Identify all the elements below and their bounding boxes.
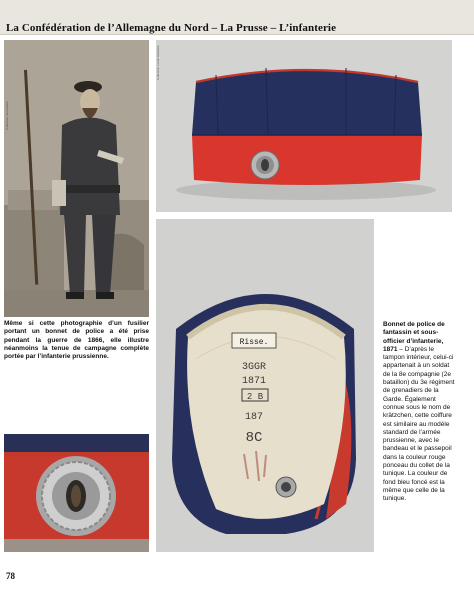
stamp-line-2: 1871 <box>241 376 267 387</box>
stamp-line-5: 8C <box>245 430 263 446</box>
soldier-photo-credit: Collection particulière <box>5 101 9 130</box>
cap-interior-photograph <box>156 219 374 552</box>
cap-caption <box>383 321 455 504</box>
cap-side-illustration <box>156 40 452 212</box>
page-header <box>0 0 474 35</box>
cap-interior-illustration <box>156 219 374 552</box>
soldier-photograph <box>4 40 149 317</box>
cockade-closeup-illustration <box>4 434 149 552</box>
page-number: 78 <box>6 571 15 581</box>
stamp-line-1: 3GGR <box>241 362 267 373</box>
cap-caption-lead: Bonnet de police de fantassin et sous-officier d’infanterie, 1871 <box>383 321 445 353</box>
cap-side-photograph <box>156 40 452 212</box>
cap-side-photo-credit: Collection Lionel Delepine <box>156 45 160 80</box>
cockade-closeup-photograph <box>4 434 149 552</box>
soldier-illustration <box>4 40 149 317</box>
cap-label-text: Risse. <box>239 338 269 347</box>
cap-caption-body: – D’après le tampon intérieur, celui-ci appartenait à un soldat de la 8e compagnie (2e bataillon) du 3e régiment de grenadiers de la Garde. Également connue sous le nom de krätzchen, cette coiffure est similaire au modèle standard de l’armée prussienne, avec le bandeau et le passepoil dans la couleur rouge ponceau du collet de la tunique. La couleur de fond bleu foncé est la même que celle de la tunique. <box>383 345 455 503</box>
left-photo-caption: Même si cette photographie d’un fusilier portant un bonnet de police a été prise pendant la guerre de 1866, elle illustre néanmoins la tenue de campagne complète portée par l’infanterie prussienne. <box>4 320 149 361</box>
header-title: La Confédération de l’Allemagne du Nord – La Prusse – L’infanterie <box>6 22 337 34</box>
stamp-line-4: 187 <box>244 412 264 423</box>
stamp-line-3: 2 B <box>246 392 264 402</box>
